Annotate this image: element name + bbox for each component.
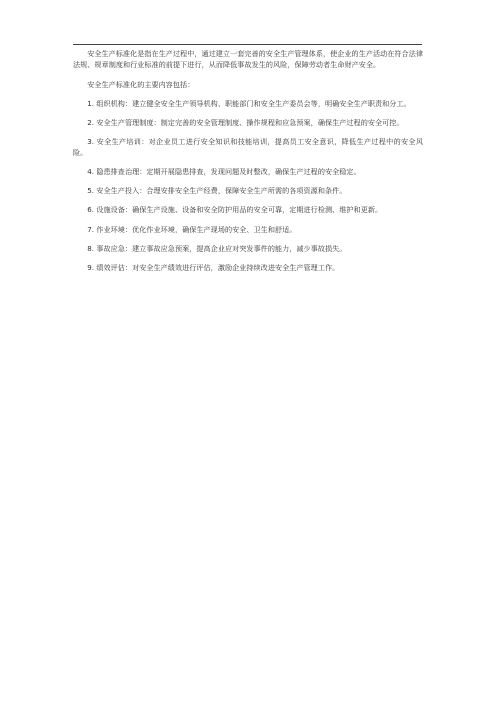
list-item-number: 1. xyxy=(87,98,95,108)
list-item-number: 9. xyxy=(87,262,95,272)
list-item-text: 安全生产管理制度：制定完善的安全管理制度、操作规程和应急预案，确保生产过程的安全可控。 xyxy=(96,117,404,127)
list-item xyxy=(73,243,423,254)
list-item-text: 安全生产投入：合理安排安全生产经费，保障安全生产所需的各项资源和条件。 xyxy=(96,186,347,196)
list-item-text: 绩效评估：对安全生产绩效进行评估，激励企业持续改进安全生产管理工作。 xyxy=(96,262,340,272)
list-item-number: 7. xyxy=(87,224,95,234)
intro-paragraph: 安全生产标准化是指在生产过程中，通过建立一套完善的安全生产管理体系，使企业的生产活动在符合法律法规、规章制度和行业标准的前提下进行，从而降低事故发生的风险，保障劳动者生命财产安全。 xyxy=(73,49,423,70)
list-item-number: 3. xyxy=(87,136,95,146)
list-item xyxy=(73,204,423,215)
list-item-number: 2. xyxy=(87,117,95,127)
lead-paragraph: 安全生产标准化的主要内容包括： xyxy=(87,79,195,89)
list-item-text: 设施设备：确保生产设施、设备和安全防护用品的安全可靠，定期进行检测、维护和更新。 xyxy=(96,205,383,215)
header-rule xyxy=(73,44,422,45)
list-item xyxy=(73,262,423,273)
list-item-number: 5. xyxy=(87,186,95,196)
list-item-number: 4. xyxy=(87,167,95,177)
list-item-text: 隐患排查治理：定期开展隐患排查，发现问题及时整改，确保生产过程的安全稳定。 xyxy=(96,167,361,177)
list-item xyxy=(73,136,423,159)
list-item xyxy=(73,166,423,177)
list-item xyxy=(73,185,423,196)
list-item xyxy=(73,117,423,128)
list-item-text: 组织机构：建立健全安全生产领导机构、职能部门和安全生产委员会等，明确安全生产职责和分工。 xyxy=(96,98,411,108)
list-item-number: 6. xyxy=(87,205,95,215)
list-item-text: 事故应急：建立事故应急预案，提高企业应对突发事件的能力，减少事故损失。 xyxy=(96,243,347,253)
list-item-number: 8. xyxy=(87,243,95,253)
list-item-text: 安全生产培训：对企业员工进行安全知识和技能培训，提高员工安全意识，降低生产过程中的安全风险。 xyxy=(73,136,423,158)
list-item xyxy=(73,224,423,235)
list-item xyxy=(73,98,423,109)
document-body xyxy=(73,48,423,273)
list-item-text: 作业环境：优化作业环境，确保生产现场的安全、卫生和舒适。 xyxy=(96,224,297,234)
